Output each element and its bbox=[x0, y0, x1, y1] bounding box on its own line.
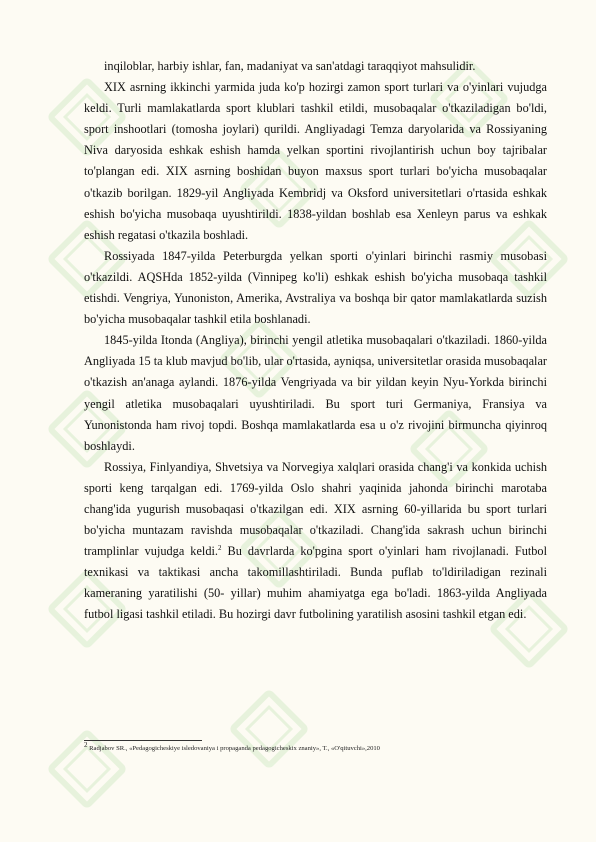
paragraph bbox=[84, 457, 547, 626]
paragraph: Rossiyada 1847-yilda Peterburgda yelkan sporti o'yinlari birinchi rasmiy musobasi o'tkazildi. AQSHda 1852-yilda (Vinnipeg ko'li) eshkak eshish bo'yicha musobaqa tashkil etishdi. Vengriya, Yunoniston, Amerika, Avstraliya va boshqa bir qator mamlakatlarda suzish bo'yicha musobaqalar tashkil etila boshlanadi. bbox=[84, 248, 547, 327]
page-body bbox=[84, 56, 547, 626]
footnote-divider bbox=[84, 740, 202, 741]
footnote-ref: 2 bbox=[217, 544, 222, 553]
footnote-marker: 2 bbox=[84, 740, 88, 749]
paragraph: 1845-yilda Itonda (Angliya), birinchi yengil atletika musobaqalari o'tkaziladi. 1860-yilda Angliyada 15 ta klub mavjud bo'lib, ular o'rtasida, ayniqsa, universitetlar orasida musobaqalar o'tkazish an'anaga aylandi. 1876-yilda Vengriyada va bir yildan keyin Nyu-Yorkda birinchi yengil atletika musobaqalari uyushtiriladi. Bu sport turi Germaniya, Fransiya va Yunonistonda ham rivoj topdi. Boshqa mamlakatlarda esa u o'z rivojini birmuncha qiyinroq boshlaydi. bbox=[84, 333, 547, 453]
watermark-logo bbox=[228, 688, 310, 770]
paragraph-text: Bu davrlarda ko'pgina sport o'yinlari ham rivojlanadi. Futbol texnikasi va taktikasi ancha takomillashtiriladi. Bunda puflab to'ldiriladigan rezinali kameraning yaratilishi (50- yillar) muhim ahamiyatga ega bo'ladi. 1863-yilda Angliyada futbol ligasi tashkil etiladi. Bu hozirgi davr futbolining yaratilish asosini tashkil etgan edi. bbox=[84, 544, 547, 622]
paragraph-text: Rossiya, Finlyandiya, Shvetsiya va Norvegiya xalqlari orasida chang'i va konkida uchish sporti keng tarqalgan edi. 1769-yilda Oslo shahri yaqinida jahonda birinchi marotaba chang'ida yugurish musobaqasi o'tkazilgan edi. XIX asrning 60-yillarida bu sport turlari bo'yicha muntazam ravishda musobaqalar o'tkaziladi. Chang'ida sakrash uchun birinchi tramplinlar vujudga keldi. bbox=[84, 459, 547, 559]
footnote-text: Radjabov SR., «Pedagogicheskiye isledovaniya i propaganda pedagogicheskix znaniy», T., «O'qituvchi»,2010 bbox=[89, 745, 380, 752]
paragraph: inqiloblar, harbiy ishlar, fan, madaniyat va san'atdagi taraqqiyot mahsulidir. bbox=[104, 59, 476, 73]
paragraph: XIX asrning ikkinchi yarmida juda ko'p hozirgi zamon sport turlari va o'yinlari vujudga keldi. Turli mamlakatlarda sport klublari tashkil etildi, musobaqalar o'tkaziladigan bo'ldi, sport inshootlari (tomosha joylari) qurildi. Angliyadagi Temza daryolarida va Rossiyaning Niva daryosida eshkak eshish hamda yelkan sportini rivojlantirish uchun boy tajribalar to'plangan edi. XIX asrning boshidan buyon maxsus sport turlari bo'yicha musobaqalar o'tkazib borilgan. 1829-yil Angliyada Kembridj va Oksford universitetlari o'rtasida eshkak eshish bo'yicha musobaqa uyushtirildi. 1838-yildan boshlab esa Xenleyn parus va eshkak eshish regatasi o'tkazila boshladi. bbox=[84, 80, 547, 242]
footnote bbox=[84, 740, 554, 753]
